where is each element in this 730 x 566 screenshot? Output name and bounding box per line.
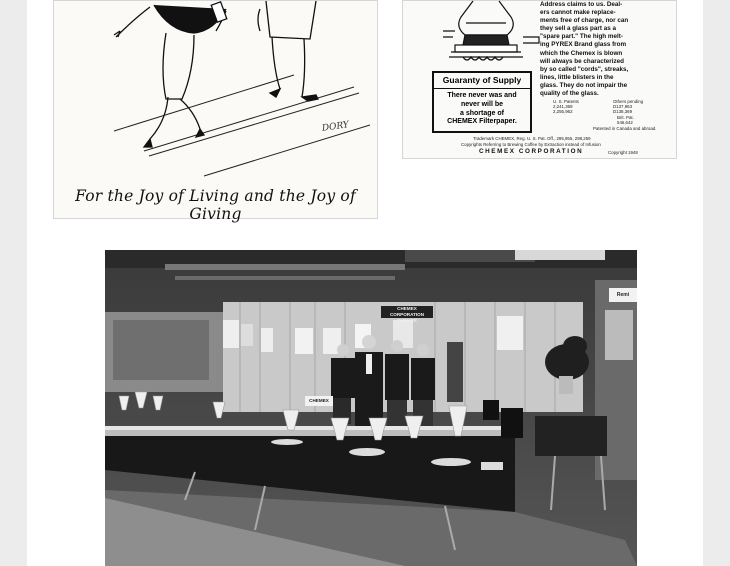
- ad-caption: For the Joy of Living and the Joy of Giving: [75, 187, 356, 223]
- pending-patent-number: D138,369: [613, 109, 633, 115]
- us-patents: [553, 99, 579, 115]
- ad-body-line: will always be characterized: [540, 57, 624, 65]
- artist-signature: DORY: [321, 120, 350, 134]
- copyright-year: Copyright 1948: [608, 150, 638, 155]
- guaranty-box: [432, 71, 532, 133]
- pending-patents: [613, 99, 643, 115]
- illustration-walking-figures: [54, 1, 379, 181]
- corporation-name: CHEMEX CORPORATION: [479, 148, 584, 155]
- pending-patents-label: Others pending: [613, 99, 644, 104]
- booth-banner-line2: CHEMEX: [397, 318, 417, 323]
- ad-body-line: by so called "cords", streaks,: [540, 65, 629, 73]
- brit-patent-number: 546,642: [617, 120, 633, 126]
- guaranty-line: a shortage of: [460, 109, 504, 117]
- ad-body-text: [540, 1, 672, 98]
- trade-show-booth-scene: [105, 250, 637, 566]
- right-advertisement: [402, 0, 677, 159]
- ad-body-line: Address claims to us. Deal-: [540, 1, 623, 8]
- right-booth-sign: Remi: [609, 288, 637, 302]
- counter-sign: CHEMEX: [305, 396, 333, 406]
- ad-body-line: which the Chemex is blown: [540, 49, 623, 57]
- page-content: [27, 0, 703, 566]
- ad-body-line: "spare part." The high melt-: [540, 33, 623, 41]
- guaranty-body: [434, 89, 530, 127]
- ad-body-line: lines, little blisters in the: [540, 73, 614, 81]
- booth-banner: [381, 306, 433, 323]
- coffeemaker-illustration: [403, 1, 533, 67]
- guaranty-line: never will be: [460, 100, 504, 108]
- ad-body-line: ments free of charge, nor can: [540, 17, 629, 25]
- left-advertisement: [53, 0, 378, 223]
- brit-patent: [617, 115, 634, 125]
- guaranty-line: There never was and: [447, 92, 517, 99]
- ad-body-line: they sell a glass part as a: [540, 25, 616, 33]
- us-patent-number: 2,255,962: [553, 109, 573, 115]
- brit-patent-label: Brit. Pat.: [617, 115, 634, 120]
- ad-body-line: ers cannot make replace-: [540, 9, 616, 17]
- copyrights-line: Copyrights Referring to Brewing Coffee by Extraction instead of Infusion: [461, 142, 601, 147]
- trade-show-photo: [105, 250, 637, 566]
- ad-body-line: glass. They do not impair the: [540, 81, 628, 89]
- guaranty-line: CHEMEX Filterpaper.: [447, 118, 517, 126]
- us-patent-number: 2,241,368: [553, 104, 573, 110]
- booth-banner-line1: CHEMEX CORPORATION: [389, 306, 425, 317]
- ad-body-line: quality of the glass.: [540, 90, 599, 98]
- us-patents-label: U. S. Patents: [553, 99, 579, 104]
- ad-body-line: ing PYREX Brand glass from: [540, 41, 627, 49]
- canada-patent: Patented in Canada and abroad.: [593, 126, 657, 131]
- pending-patent-number: D137,963: [613, 104, 633, 110]
- guaranty-title: Guaranty of Supply: [434, 73, 530, 89]
- trademark-line: Trademark CHEMEX, Reg. U. S. Pat. Off., 295,955, 298,259: [473, 136, 591, 141]
